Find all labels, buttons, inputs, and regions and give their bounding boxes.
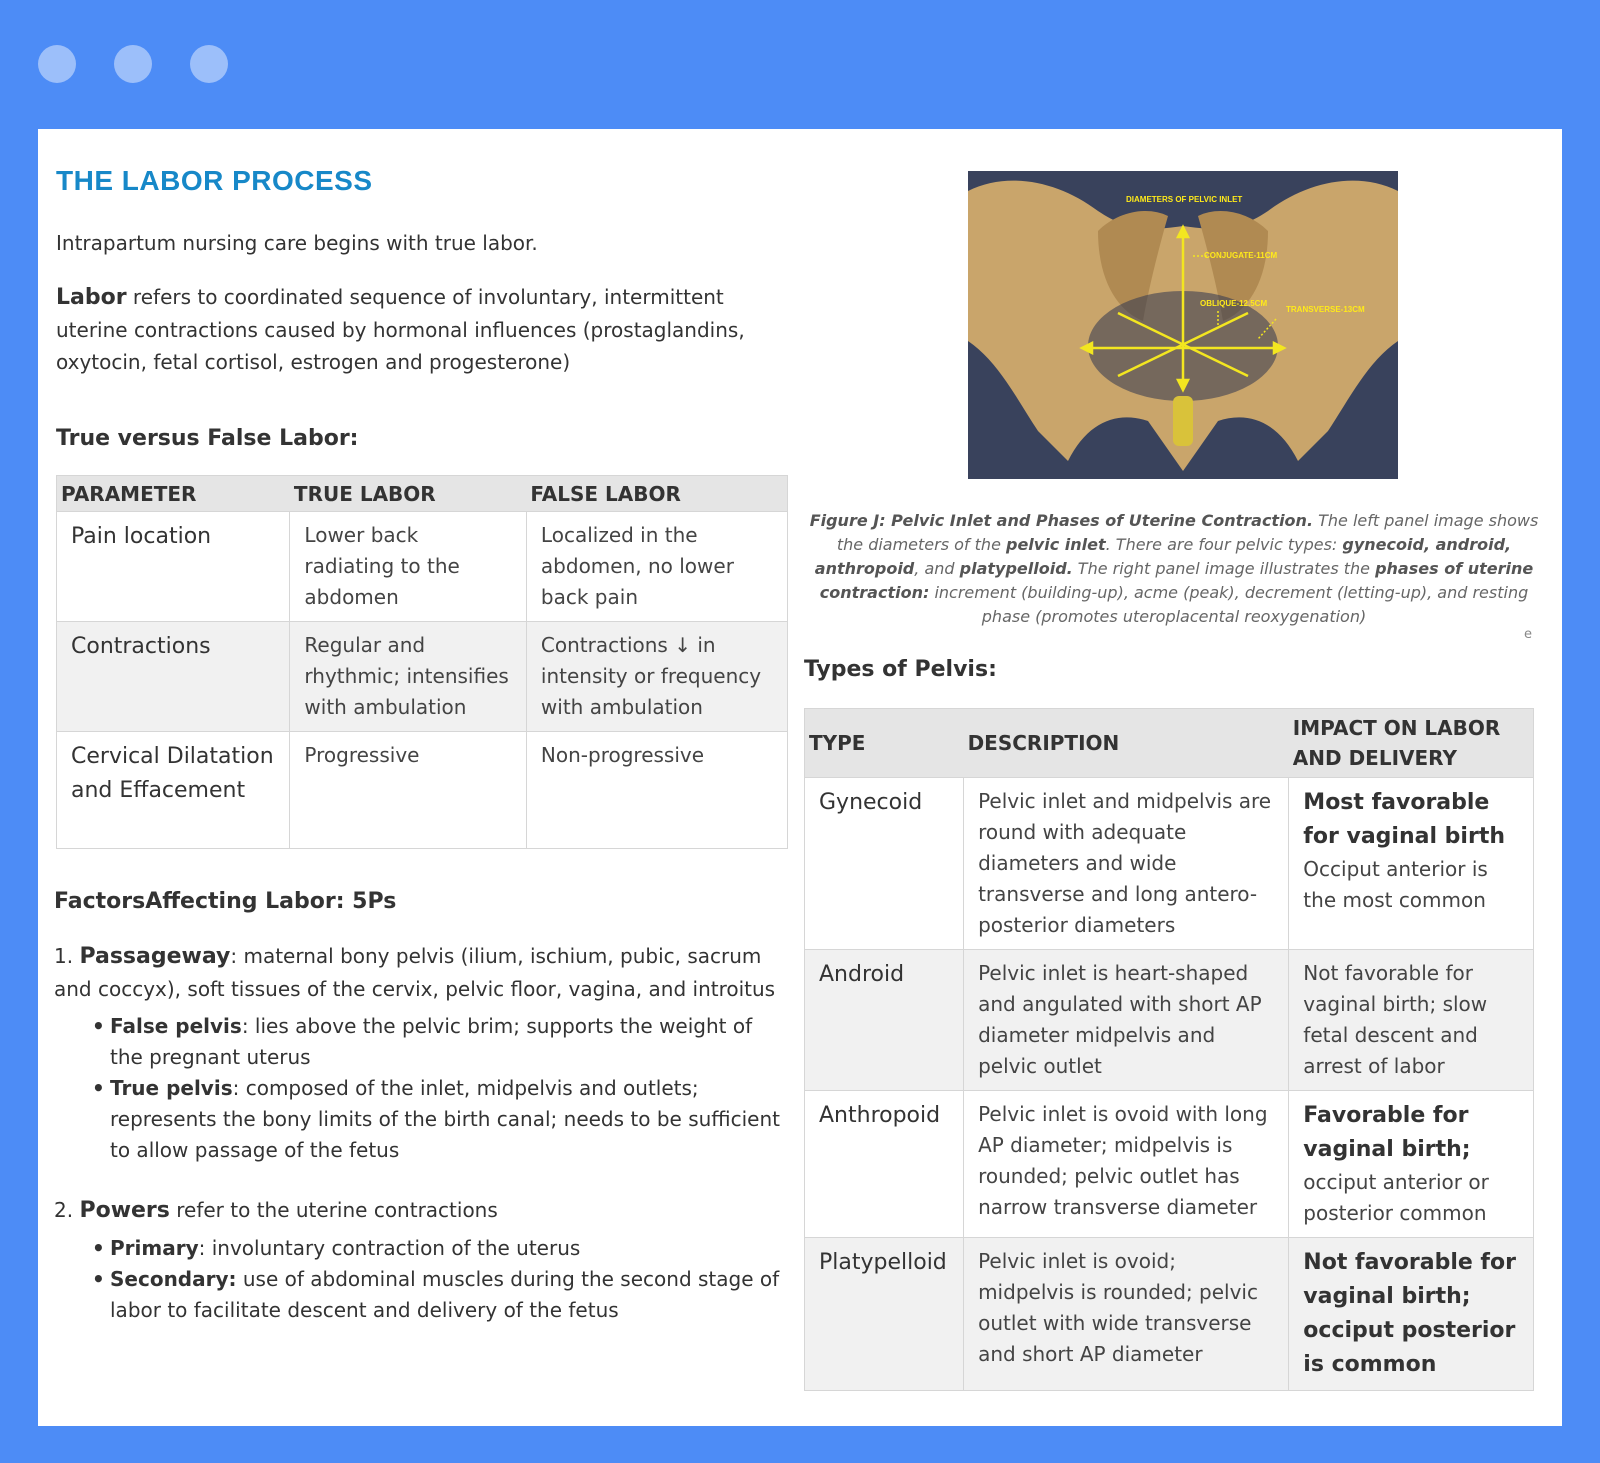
label-conjugate: CONJUGATE-11CM — [1204, 251, 1278, 260]
column-header: PARAMETER — [57, 476, 290, 512]
column-header: TRUE LABOR — [290, 476, 527, 512]
caption-term: platypelloid. — [959, 559, 1073, 578]
sub-term: True pelvis — [110, 1076, 233, 1100]
left-column — [56, 165, 786, 1326]
pelvis-impact — [1289, 1091, 1534, 1238]
table-header-row — [805, 709, 1534, 778]
table-row — [805, 1091, 1534, 1238]
row-false-labor: Contractions ↓ in intensity or frequency with ambulation — [526, 622, 787, 732]
table-row — [805, 950, 1534, 1091]
impact-emphasis: Favorable for vaginal birth; — [1303, 1103, 1471, 1162]
impact-emphasis: Not favorable for vaginal birth; occiput posterior is common — [1303, 1250, 1516, 1377]
intro-text: Intrapartum nursing care begins with true labor. — [56, 231, 538, 255]
caption-text: . There are four pelvic types: — [1105, 535, 1343, 554]
factor-term: Powers — [79, 1198, 170, 1223]
table-row — [57, 622, 788, 732]
label-transverse: TRANSVERSE-13CM — [1286, 305, 1365, 314]
pelvis-impact — [1289, 1238, 1534, 1391]
right-column — [804, 171, 1544, 1391]
list-item — [110, 1264, 786, 1326]
pelvis-impact — [1289, 950, 1534, 1091]
pelvis-type: Gynecoid — [805, 778, 964, 950]
impact-detail: Occiput anterior is the most common — [1303, 857, 1488, 912]
factors-heading: FactorsAffecting Labor: 5Ps — [54, 889, 397, 914]
sub-text: use of abdominal muscles during the second stage of labor to facilitate descent and delivery of the fetus — [110, 1267, 780, 1322]
sub-term: False pelvis — [110, 1014, 242, 1038]
caption-title: Figure J: Pelvic Inlet and Phases of Uterine Contraction. — [809, 511, 1314, 530]
row-true-labor: Progressive — [290, 732, 527, 849]
factor-sublist — [110, 1011, 786, 1166]
caption-text: The left panel image shows the diameters of the — [836, 511, 1539, 554]
caption-term: phases of uterine contraction: — [819, 559, 1534, 602]
pelvis-description: Pelvic inlet and midpelvis are round with adequate diameters and wide transverse and long antero-posterior diameters — [964, 778, 1289, 950]
pelvis-illustration — [968, 171, 1398, 479]
sub-term: Secondary: — [110, 1267, 237, 1291]
impact-detail: occiput anterior or posterior common — [1303, 1170, 1489, 1225]
table-row — [805, 778, 1534, 950]
row-false-labor: Localized in the abdomen, no lower back pain — [526, 512, 787, 622]
row-true-labor: Regular and rhythmic; intensifies with ambulation — [290, 622, 527, 732]
caption-text: , and — [914, 559, 960, 578]
label-oblique: OBLIQUE-12.5CM — [1200, 299, 1268, 308]
impact-emphasis: Most favorable for vaginal birth — [1303, 790, 1505, 849]
column-header: DESCRIPTION — [964, 709, 1289, 778]
factor-number: 2. — [54, 1198, 74, 1222]
table-header-row — [57, 476, 788, 512]
figure-caption — [804, 509, 1544, 629]
factor-powers — [54, 1194, 786, 1326]
sub-text: : involuntary contraction of the uterus — [198, 1236, 581, 1260]
factor-text: refer to the uterine contractions — [169, 1198, 498, 1222]
sub-text: : composed of the inlet, midpelvis and outlets; represents the bony limits of the birth canal; needs to be sufficient to allow passage of the fetus — [110, 1076, 780, 1162]
label-pelvic-inlet: DIAMETERS OF PELVIC INLET — [1126, 195, 1243, 204]
caption-term: gynecoid, android, anthropoid — [814, 535, 1512, 578]
table-row — [57, 512, 788, 622]
row-true-labor: Lower back radiating to the abdomen — [290, 512, 527, 622]
pubic-symphysis — [1173, 396, 1193, 446]
column-header: TYPE — [805, 709, 964, 778]
pelvis-type: Android — [805, 950, 964, 1091]
true-false-heading: True versus False Labor: — [56, 426, 359, 451]
pelvis-types-heading: Types of Pelvis: — [804, 657, 997, 682]
table-row — [57, 732, 788, 849]
list-item — [110, 1073, 786, 1166]
caption-text: The right panel image illustrates the — [1072, 559, 1376, 578]
column-header: FALSE LABOR — [526, 476, 787, 512]
impact-detail: Not favorable for vaginal birth; slow fetal descent and arrest of labor — [1303, 961, 1488, 1078]
labor-definition — [56, 281, 786, 378]
list-item — [110, 1011, 786, 1073]
window-dot-1 — [38, 45, 76, 83]
window-dot-3 — [190, 45, 228, 83]
factor-term: Passageway — [79, 944, 231, 969]
pelvis-description: Pelvic inlet is ovoid with long AP diameter; midpelvis is rounded; pelvic outlet has narrow transverse diameter — [964, 1091, 1289, 1238]
row-false-labor: Non-progressive — [526, 732, 787, 849]
pelvis-type: Platypelloid — [805, 1238, 964, 1391]
factor-text: : maternal bony pelvis (ilium, ischium, pubic, sacrum and coccyx), soft tissues of the cervix, pelvic floor, vagina, and introitus — [54, 944, 776, 1001]
pelvis-impact — [1289, 778, 1534, 950]
column-header: IMPACT ON LABOR AND DELIVERY — [1289, 709, 1534, 778]
sub-text: : lies above the pelvic brim; supports the weight of the pregnant uterus — [110, 1014, 753, 1069]
caption-term: pelvic inlet — [1006, 535, 1106, 554]
pelvis-type: Anthropoid — [805, 1091, 964, 1238]
pelvis-photo — [968, 171, 1398, 479]
factor-number: 1. — [54, 944, 74, 968]
row-parameter: Cervical Dilatation and Effacement — [57, 732, 290, 849]
page-title: THE LABOR PROCESS — [56, 165, 373, 196]
row-parameter: Contractions — [57, 622, 290, 732]
list-item — [110, 1233, 786, 1264]
table-row — [805, 1238, 1534, 1391]
window-dot-2 — [114, 45, 152, 83]
sub-term: Primary — [110, 1236, 199, 1260]
caption-text: increment (building-up), acme (peak), decrement (letting-up), and resting phase (promotes uteroplacental reoxygenation) — [929, 583, 1529, 626]
pelvis-types-table — [804, 708, 1534, 1391]
factor-passageway — [54, 940, 786, 1166]
row-parameter: Pain location — [57, 512, 290, 622]
factor-sublist — [110, 1233, 786, 1326]
true-false-table — [56, 475, 788, 849]
labor-definition-text: refers to coordinated sequence of involuntary, intermittent uterine contractions caused by hormonal influences (prostaglandins, oxytocin, fetal cortisol, estrogen and progesterone) — [56, 285, 745, 374]
pelvis-description: Pelvic inlet is heart-shaped and angulated with short AP diameter midpelvis and pelvic outlet — [964, 950, 1289, 1091]
document-page — [38, 129, 1562, 1426]
pelvis-description: Pelvic inlet is ovoid; midpelvis is rounded; pelvic outlet with wide transverse and short AP diameter — [964, 1238, 1289, 1391]
caption-mark: e — [1524, 627, 1532, 642]
labor-term: Labor — [56, 285, 127, 310]
